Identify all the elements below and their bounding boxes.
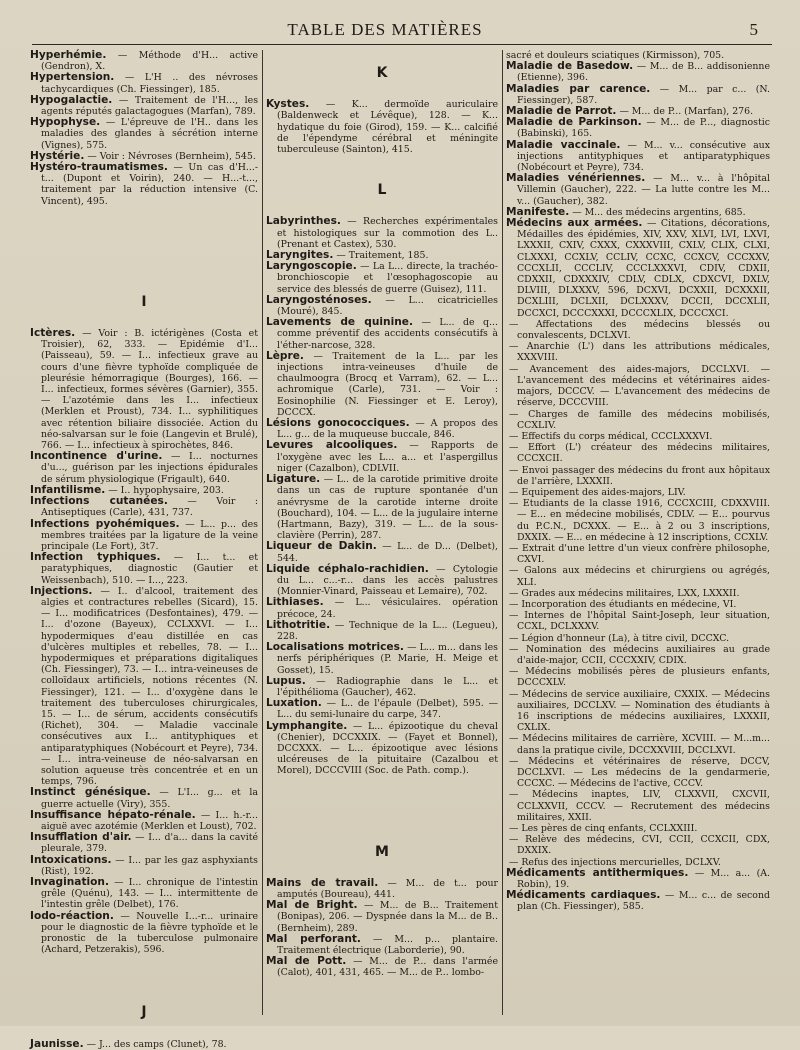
index-entry [266, 418, 498, 440]
index-entry [266, 620, 498, 642]
entry-text: — Extrait d'une lettre d'un vieux confrère philosophe, CXVI. [509, 542, 770, 566]
entry-headword: Levures alcooliques. [266, 439, 398, 452]
entry-text: — L... vésiculaires. opération précoce, 24. [277, 597, 498, 620]
entry-text: — Traitement de l'H..., les agents réputés galactagogues (Marfan), 789. [41, 94, 258, 118]
entry-headword: Médicaments cardiaques. [506, 889, 661, 902]
index-entry [266, 261, 498, 295]
entry-text: — L... p... des membres traitées par la ligature de la veine principale (Le Fort), 3t7. [41, 518, 258, 552]
section-spacer [30, 955, 258, 1007]
index-entry [30, 519, 258, 553]
entry-text: — Cytologie du L... c...-r... dans les accès palustres (Monnier-Vinard, Paisseau et Lemaire), 702. [277, 563, 498, 598]
entry-text: — L'I... g... et la guerre actuelle (Viry), 355. [41, 787, 258, 810]
entry-headword: Hystéro-traumatismes. [30, 161, 168, 174]
entry-text: — Effort (L') créateur des médecins militaires, CCCXCII. [509, 442, 770, 465]
index-entry [506, 117, 770, 139]
index-subentry [506, 834, 770, 856]
entry-text: — A propos des L... g... de la muqueuse buccale, 846. [277, 418, 498, 441]
entry-text: — M... p... plantaire. Traitement électrique (Laborderie), 90. [277, 933, 498, 956]
index-entry [30, 451, 258, 485]
entry-text: — L... cicatricielles (Mouré), 845. [277, 294, 498, 318]
column-divider [502, 50, 503, 1015]
entry-text: — Citations, décorations, Médailles des épidémies, XIV, XXV, XLVI, LVI, LXVI, LXXXII, CXIV, CXXX, CXXXVIII, CXLV, CLIX, CLXI, CLXXXI, CCXLV, CCLIV, CCXC, CCXCV, CCCXXV, CCCXLII, CCCLIV, CCCLXXXVI, CDIV, CDXII, CDXXII, CDXXXIV, CDLV, CDLX, CDXCVI, DXLV, DLVIII, DLXXXV, 596, DCXVI, DCXXII, DCXXXII, DCXLIII, DCLXII, DCLXXXV, DCCII, DCCXLII, DCCXCI, DCCCXXXI, DCCCXLIX, DCCCXCI. [517, 218, 770, 319]
entry-text: — Voir : Névroses (Bernheim), 545. [84, 150, 256, 162]
column-divider [262, 50, 263, 1015]
entry-text: — Refus des injections mercurielles, DCLXV. [509, 856, 721, 868]
index-subentry [506, 487, 770, 498]
entry-text: — I... d'a... dans la cavité pleurale, 379. [41, 832, 259, 855]
entry-text: — L'H .. des névroses tachycardiques (Ch. Fiessinger), 185. [41, 72, 258, 95]
entry-text: — M... de B... addisonienne (Etienne), 396. [517, 61, 770, 84]
entry-text: — Médecins et vétérinaires de réserve, DCCV, DCCLXVI. — Les médecins de la gendarmerie, CCCXC. — Médecins de l'active, CCCV. [509, 755, 770, 790]
index-entry [266, 642, 498, 676]
entry-headword: Infections cutanées. [30, 495, 168, 508]
entry-headword: Lèpre. [266, 349, 304, 362]
entry-text: — J... des camps (Clunet), 78. [83, 1038, 227, 1050]
entry-headword: Lithotritie. [266, 618, 331, 631]
index-entry [30, 117, 258, 151]
index-subentry [506, 364, 770, 409]
index-entry [30, 911, 258, 956]
entry-headword: Mains de travail. [266, 876, 379, 889]
index-subentry [506, 633, 770, 644]
entry-text: — M... de B... Traitement (Bonipas), 206. — Dyspnée dans la M... de B.. (Bernheim), 289. [277, 900, 498, 934]
index-entry [30, 95, 258, 117]
entry-text: — Médecins militaires de carrière, XCVIII. — M...m... dans la pratique civile, DCCXXVIII, DCCLXVI. [509, 733, 770, 756]
entry-text: — Anarchie (L') dans les attributions médicales, XXXVIII. [509, 341, 770, 364]
index-entry [266, 216, 498, 250]
entry-text: — I.. hypophysaire, 203. [105, 484, 224, 496]
entry-headword: Maladies par carence. [506, 82, 651, 95]
index-subentry [506, 465, 770, 487]
index-subentry [506, 409, 770, 431]
entry-headword: Jaunisse. [30, 1037, 84, 1050]
section-letter: K [376, 65, 388, 81]
entry-text: — Charges de famille des médecins mobilisés, CCXLIV. [509, 408, 770, 431]
entry-text: — Médecins de service auxiliaire, CXXIX. — Médecins auxiliaires, DCCLXV. — Nomination des étudiants à 16 inscriptions de médecins auxiliaires, LXXXII, CXLIX. [509, 688, 770, 734]
entry-headword: Maladie vaccinale. [506, 138, 621, 151]
index-column-1 [30, 49, 259, 1050]
entry-headword: Mal de Bright. [266, 899, 358, 912]
index-entry [30, 787, 258, 809]
index-entry [506, 84, 770, 106]
entry-text: — I... chronique de l'intestin grêle (Quénu), 143. — I... intermittente de l'intestin grêle (Delbet), 176. [41, 877, 258, 911]
index-entry [266, 351, 498, 418]
index-subentry [506, 543, 770, 565]
entry-text: — Envoi passager des médecins du front aux hôpitaux de l'arrière, LXXXII. [509, 464, 770, 487]
entry-headword: Kystes. [266, 98, 310, 111]
index-subentry [506, 610, 770, 632]
section-spacer [266, 196, 498, 216]
entry-headword: Mal de Pott. [266, 955, 347, 968]
entry-headword: Lupus. [266, 674, 306, 687]
entry-text: — L... de D... (Delbet), 544. [277, 541, 498, 564]
entry-text: — Galons aux médecins et chirurgiens ou agrégés, XLI. [509, 565, 770, 588]
index-entry [266, 99, 498, 155]
index-entry [266, 295, 498, 317]
page-header [0, 18, 800, 46]
entry-text: — I... par les gaz asphyxiants (Rist), 192. [41, 854, 258, 877]
entry-headword: Ictères. [30, 327, 76, 340]
page-title: TABLE DES MATIÈRES [287, 20, 483, 39]
entry-text: — L... épizootique du cheval (Chenier), DCCXXIX. — (Fayet et Bonnel), DCCXXX. — L... épizootique avec lésions ulcéreuses de la pituitaire (Cazalbou et Morel), DCCCVIII (Soc. de Path. comp.). [277, 720, 498, 777]
entry-text: — M... par c... (N. Fiessinger), 587. [517, 83, 770, 106]
entry-text: — Avancement des aides-majors, DCCLXVI. — L'avancement des médecins et vétérinaires aides-majors, DCCCV. — L'avancement des médecins de réserve, DCCCVIII. [509, 363, 770, 409]
index-subentry [506, 498, 770, 543]
index-entry [266, 474, 498, 541]
entry-text: — K... dermoïde auriculaire (Baldenweck et Lévêque), 128. — K... hydatique du foie (Girod), 159. — K... calcifié de l'épendyme cérébral et méningite tuberculeuse (Sainton), 415. [277, 99, 498, 156]
entry-headword: Labyrinthes. [266, 215, 341, 228]
index-entry [266, 564, 498, 598]
entry-text: — Voir : B. ictérigènes (Costa et Troisier), 62, 333. — Epidémie d'I... (Paisseau), 59. — I... infectieux grave au cours d'une fièvre typhoïde compliquée de pleurésie hémorragique (Bourges), 166. — I... infectieux, formes sévères (Garnier), 355. — L'azotémie dans les I... infectieux (Merklen et Proust), 734. I... syphilitiques avec rétention biliaire dissociée. Action du néo-salvarsan sur le foie (Langevin et Brulé), 766. — I... infectieux à spirochètes, 846. [41, 328, 258, 452]
entry-text: — Nomination des médecins auxiliaires au grade d'aide-major, CCII, CCCXXIV, CDIX. [509, 643, 770, 666]
section-letter: J [141, 1004, 147, 1021]
entry-headword: Lésions gonococciques. [266, 417, 410, 430]
entry-text: — Méthode d'H... active (Gendron), X. [41, 50, 258, 73]
entry-headword: Incontinence d'urine. [30, 450, 163, 463]
index-subentry [506, 588, 770, 599]
index-subentry [506, 733, 770, 755]
entry-text: — M... de P... dans l'armée (Calot), 401, 431, 465. — M... de P... lombo- [277, 956, 498, 979]
entry-text: sacré et douleurs sciatiques (Kirmisson), 705. [506, 50, 725, 61]
index-entry [266, 721, 498, 777]
entry-headword: Hyperhémie. [30, 49, 107, 61]
entry-headword: Lymphangite. [266, 719, 348, 732]
entry-headword: Maladie de Parrot. [506, 105, 617, 118]
section-letter: M [375, 843, 389, 860]
entry-headword: Maladie de Parkinson. [506, 116, 642, 129]
index-entry [30, 1039, 258, 1050]
entry-headword: Laryngosténoses. [266, 293, 372, 306]
entry-text: — L.. de l'épaule (Delbet), 595. — L... du semi-lunaire du carpe, 347. [277, 698, 498, 721]
index-entry [30, 72, 258, 94]
entry-headword: Luxation. [266, 697, 322, 710]
index-subentry [506, 666, 770, 688]
entry-text: — Technique de la L... (Legueu), 228. [277, 619, 498, 642]
entry-headword: Laryngoscopie. [266, 260, 357, 273]
index-column-3 [506, 50, 770, 1015]
index-entry [266, 900, 498, 934]
entry-headword: Intoxications. [30, 853, 112, 866]
entry-text: — I... h.-r... aiguë avec azotémie (Merklen et Loust), 702. [41, 809, 258, 832]
entry-text: — Un cas d'H...-t... (Dupont et Voirin), 240. — H...-t..., traitement par la réduction intensive (C. Vincent), 495. [41, 162, 258, 207]
index-subentry [506, 756, 770, 790]
entry-text: — L... m... dans les nerfs périphériques (P. Marie, H. Meige et Gosset), 15. [277, 642, 498, 676]
entry-headword: Liqueur de Dakin. [266, 540, 377, 553]
entry-headword: Mal perforant. [266, 932, 361, 945]
entry-headword: Lavements de quinine. [266, 316, 413, 329]
index-entry [506, 173, 770, 207]
index-subentry [506, 565, 770, 587]
index-entry [30, 810, 258, 832]
index-entry [506, 868, 770, 890]
index-entry [266, 317, 498, 351]
index-subentry [506, 431, 770, 442]
entry-text: — M... a... (A. Robin), 19. [517, 867, 770, 891]
section-spacer [266, 858, 498, 878]
entry-headword: Invagination. [30, 876, 109, 888]
entry-text: — Médecins mobilisés pères de plusieurs enfants, DCCCXLV. [509, 666, 770, 689]
entry-text: — Traitement, 185. [333, 250, 429, 262]
entry-text: — I.. d'alcool, traitement des algies et contractures rebelles (Sicard), 15. — I... modificatrices (Desfontaines), 479. — I... d'ozone (Bayeux), CCLXXVI. — I... hypodermiques d'eau distillée en cas d'ulcères multiples et rebelles, 78. — I... hypodermiques et préparations digitaliques (Ch. Fiessinger), 73. — I... intra-veineuses de colloïdaux artificiels, notions récentes (N. Fiessinger), 121. — I... d'oxygène dans le traitement des tuberculoses chirurgicales, 15. — I... de sérum, accidents consécutifs (Richet), 304. — Maladie vaccinale consécutives aux I... antityphiques et antiparatyphiques (Nobécourt et Peyre), 734. — I... intra-veineuse de néo-salvarsan en solution aqueuse très concentrée et en un temps, 796. [41, 585, 258, 788]
entry-text: — M... de P... (Marfan), 276. [616, 106, 754, 118]
section-spacer [266, 777, 498, 847]
index-column-2 [266, 50, 498, 1015]
index-subentry [506, 319, 770, 341]
section-letter: L [377, 182, 387, 199]
entry-text: — Recherches expérimentales et histologiques sur la commotion des L.. (Prenant et Castex), 530. [277, 216, 498, 250]
index-entry [266, 698, 498, 720]
entry-headword: Instinct génésique. [30, 786, 151, 799]
entry-headword: Ligature. [266, 473, 321, 486]
entry-headword: Localisations motrices. [266, 641, 404, 654]
entry-text: — L.. de la carotide primitive droite dans un cas de rupture spontanée d'un anévrysme de la carotide interne droite (Bouchard), 104. — L... de la jugulaire interne (Hartmann, Bazy), 319. — L... de la sous-clavière (Perrin), 287. [277, 474, 498, 542]
entry-text: — Nouvelle I...-r... urinaire pour le diagnostic de la fièvre typhoïde et le pronostic de la tuberculose pulmonaire (Achard, Petzerakis), 596. [41, 910, 258, 956]
entry-text: — Grades aux médecins militaires, LXX, LXXXII. [509, 587, 740, 599]
index-subentry [506, 442, 770, 464]
entry-headword: Maladie de Basedow. [506, 60, 634, 73]
index-entry [506, 140, 770, 174]
entry-text: — La L... directe, la trachéo-bronchioscopie et l'œsophagoscopie au service des blessés de guerre (Guisez), 111. [277, 261, 498, 295]
index-entry [266, 956, 498, 978]
entry-headword: Infections pyohémiques. [30, 517, 180, 530]
index-entry [30, 855, 258, 877]
section-spacer [266, 79, 498, 99]
index-entry [30, 328, 258, 451]
entry-text: — M... des médecins argentins, 685. [569, 206, 746, 218]
index-entry [30, 162, 258, 207]
entry-text: — Affectations des médecins blessés ou convalescents, DCLXVI. [509, 318, 770, 342]
entry-text: — I... t... et paratyphiques, diagnostic (Gautier et Weissenbach), 510. — I..., 223. [41, 552, 258, 586]
entry-text: — Internes de l'hôpital Saint-Joseph, leur situation, CCXL, DCLXXXV. [509, 610, 770, 633]
index-subentry [506, 789, 770, 823]
entry-headword: Liquide céphalo-rachidien. [266, 562, 429, 575]
entry-headword: Hypogalactie. [30, 93, 113, 106]
entry-text: — M... v... à l'hôpital Villemin (Gaucher), 222. — La lutte contre les M... v... (Gaucher), 382. [517, 173, 770, 207]
index-entry [506, 218, 770, 319]
entry-text: — M... de P..., diagnostic (Babinski), 165. [517, 117, 770, 140]
entry-headword: Maladies vénériennes. [506, 172, 646, 185]
entry-text: — M... c... de second plan (Ch. Fiessinger), 585. [517, 890, 770, 913]
entry-text: — M... de t... pour amputés (Boureau), 441. [277, 877, 498, 900]
index-entry [30, 552, 258, 586]
entry-text: — L... de q... comme préventif des accidents consécutifs à l'éther-narcose, 328. [277, 317, 498, 351]
index-entry [266, 541, 498, 563]
entry-text: — Etudiants de la classe 1916, CCCXCIII, CDXXVIII. — E... en médecine mobilisés, CDLV. — E... pourvus du P.C.N., DCXXX. — E... à 2 ou 3 inscriptions, DXXIX. — E... en médecine à 12 inscriptions, CCXLV. [509, 498, 770, 543]
index-entry [30, 832, 258, 854]
index-subentry [506, 689, 770, 734]
entry-text: — I... nocturnes d'u..., guérison par les injections épidurales de sérum physiologique (Frigault), 640. [41, 451, 258, 485]
section-letter: I [141, 293, 147, 310]
entry-text: — Equipement des aides-majors, LIV. [509, 486, 686, 498]
index-entry [30, 496, 258, 518]
index-subentry [506, 823, 770, 834]
header-rule [32, 44, 772, 45]
index-subentry [506, 599, 770, 610]
section-spacer [30, 1019, 258, 1039]
index-entry [506, 890, 770, 912]
entry-text: — Effectifs du corps médical, CCCLXXXVI. [509, 430, 713, 442]
entry-headword: Lithiases. [266, 596, 324, 609]
entry-headword: Insuffisance hépato-rénale. [30, 808, 196, 821]
entry-text: — Médecins inaptes, LIV, CLXXVII, CXCVII, CCLXXVII, CCCV. — Recrutement des médecins militaires, XXII. [509, 789, 770, 823]
index-subentry [506, 341, 770, 363]
entry-text: — Radiographie dans le L... et l'épithélioma (Gaucher), 462. [277, 675, 498, 698]
entry-headword: Hystérie. [30, 149, 85, 162]
entry-headword: Iodo-réaction. [30, 909, 114, 922]
entry-headword: Manifeste. [506, 205, 570, 218]
index-entry [506, 61, 770, 83]
entry-headword: Laryngites. [266, 249, 334, 262]
index-entry [266, 934, 498, 956]
entry-text: — M... v... consécutive aux injections antityphiques et antiparatyphiques (Nobécourt et Peyre), 734. [517, 139, 770, 174]
index-entry [30, 877, 258, 911]
section-spacer [30, 308, 258, 328]
entry-text: — Relève des médecins, CVI, CCII, CCXCII, CDX, DXXIX. [509, 834, 770, 857]
entry-text: — Rapports de l'oxygène avec les L... a... et l'aspergillus niger (Cazalbon), CDLVII. [277, 440, 498, 474]
entry-text: — Légion d'honneur (La), à titre civil, DCCXC. [509, 632, 730, 644]
index-entry [266, 878, 498, 900]
page-number: 5 [749, 20, 758, 39]
section-spacer [266, 155, 498, 185]
entry-headword: Insufflation d'air. [30, 831, 132, 844]
entry-headword: Infantilisme. [30, 483, 106, 496]
index-entry [30, 50, 258, 72]
entry-headword: Hypophyse. [30, 116, 101, 129]
index-entry [30, 586, 258, 788]
entry-text: — Voir : Antiseptiques (Carle), 431, 737. [41, 496, 259, 519]
entry-text: — Les pères de cinq enfants, CCLXXIII. [509, 823, 698, 835]
entry-headword: Médecins aux armées. [506, 217, 643, 230]
entry-headword: Hypertension. [30, 71, 115, 84]
index-entry [266, 597, 498, 619]
section-spacer [30, 207, 258, 297]
index-subentry [506, 644, 770, 666]
index-entry [266, 676, 498, 698]
entry-headword: Infection typhiques. [30, 551, 161, 564]
entry-text: — Incorporation des étudiants en médecine, VI. [509, 598, 737, 610]
entry-text: — L'épreuve de l'H.. dans les maladies des glandes à sécrétion interne (Vignes), 575. [41, 117, 258, 151]
index-entry [266, 440, 498, 474]
entry-headword: Médicaments antithermiques. [506, 866, 689, 879]
entry-text: — Traitement de la L... par les injections intra-veineuses d'huile de chaulmoogra (Brocq et Varram), 62. — L... achromique (Carle), 731. — Voir : Eosinophilie (N. Fiessinger et E. Leroy), DCCCX. [277, 350, 498, 418]
entry-headword: Injections. [30, 584, 93, 597]
